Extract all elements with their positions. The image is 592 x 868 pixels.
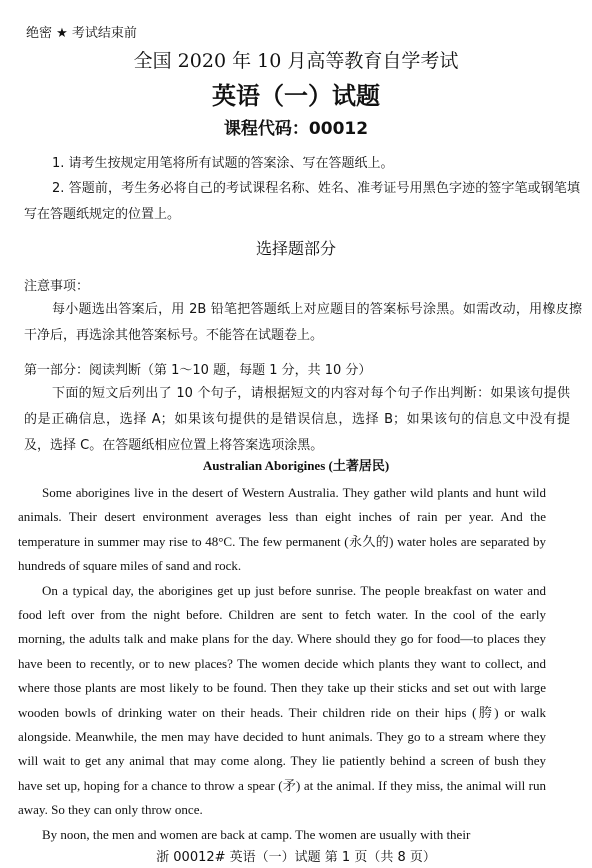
attention-body: 每小题选出答案后，用 2B 铅笔把答题纸上对应题目的答案标号涂黑。如需改动，用橡皮擦干净后，再选涂其他答案标号。不能答在试题卷上。 bbox=[24, 302, 582, 343]
passage-paragraph-2: On a typical day, the aborigines get up just before sunrise. The people breakfast on water and food left over from the night before. Children are sent to fetch water. In the cool of the early morning, the adults talk and make plans for the day. Where should they go for food—to places they have been to recently, or to new places? The women decide which plants they want to collect, and where those plants are most likely to be found. Then they take up their sticks and set out with large wooden bowls of drinking water on their heads. Their children ride on their hips (胯) or walk alongside. Meanwhile, the men may have decided to hunt animals. They go to a stream where they will wait to get any animal that may come along. They lie patiently behind a screen of bush they have set up, hoping for a chance to throw a spear (矛) at the animal. If they miss, the animal will run away. So they can only throw once. bbox=[18, 582, 546, 818]
notice-item-2: 2. 答题前，考生务必将自己的考试课程名称、姓名、准考证号用黑色字迹的签字笔或钢笔填写在答题纸规定的位置上。 bbox=[24, 181, 580, 222]
part1-instructions: 下面的短文后列出了 10 个句子，请根据短文的内容对每个句子作出判断：如果该句提供的是正确信息，选择 A；如果该句提供的是错误信息，选择 B；如果该句的信息文中没有提及，选择 C。在答题纸相应位置上将答案选项涂黑。 bbox=[24, 386, 570, 453]
passage-body bbox=[18, 481, 546, 847]
secret-mark: 绝密 ★ 考试结束前 bbox=[26, 26, 137, 41]
section-title: 选择题部分 bbox=[255, 239, 336, 258]
passage-title: Australian Aborigines (土著居民) bbox=[202, 458, 390, 473]
notice-item-1: 1. 请考生按规定用笔将所有试题的答案涂、写在答题纸上。 bbox=[52, 156, 394, 171]
passage-paragraph-3: By noon, the men and women are back at camp. The women are usually with their bbox=[42, 826, 471, 842]
attention-heading: 注意事项： bbox=[24, 279, 90, 294]
page-footer: 浙 00012# 英语（一）试题 第 1 页（共 8 页） bbox=[156, 850, 436, 865]
course-code: 课程代码：00012 bbox=[223, 119, 369, 139]
subject-title: 英语（一）试题 bbox=[212, 82, 380, 110]
passage-paragraph-1: Some aborigines live in the desert of Western Australia. They gather wild plants and hunt wild animals. Their desert environment averages less than eight inches of rain per year. And the temperature in summer may rise to 48°C. The few permanent (永久的) water holes are separated by hundreds of square miles of sand and rock. bbox=[18, 485, 546, 574]
part1-heading: 第一部分：阅读判断（第 1～10 题，每题 1 分，共 10 分） bbox=[24, 363, 372, 378]
exam-title: 全国 2020 年 10 月高等教育自学考试 bbox=[133, 50, 459, 72]
